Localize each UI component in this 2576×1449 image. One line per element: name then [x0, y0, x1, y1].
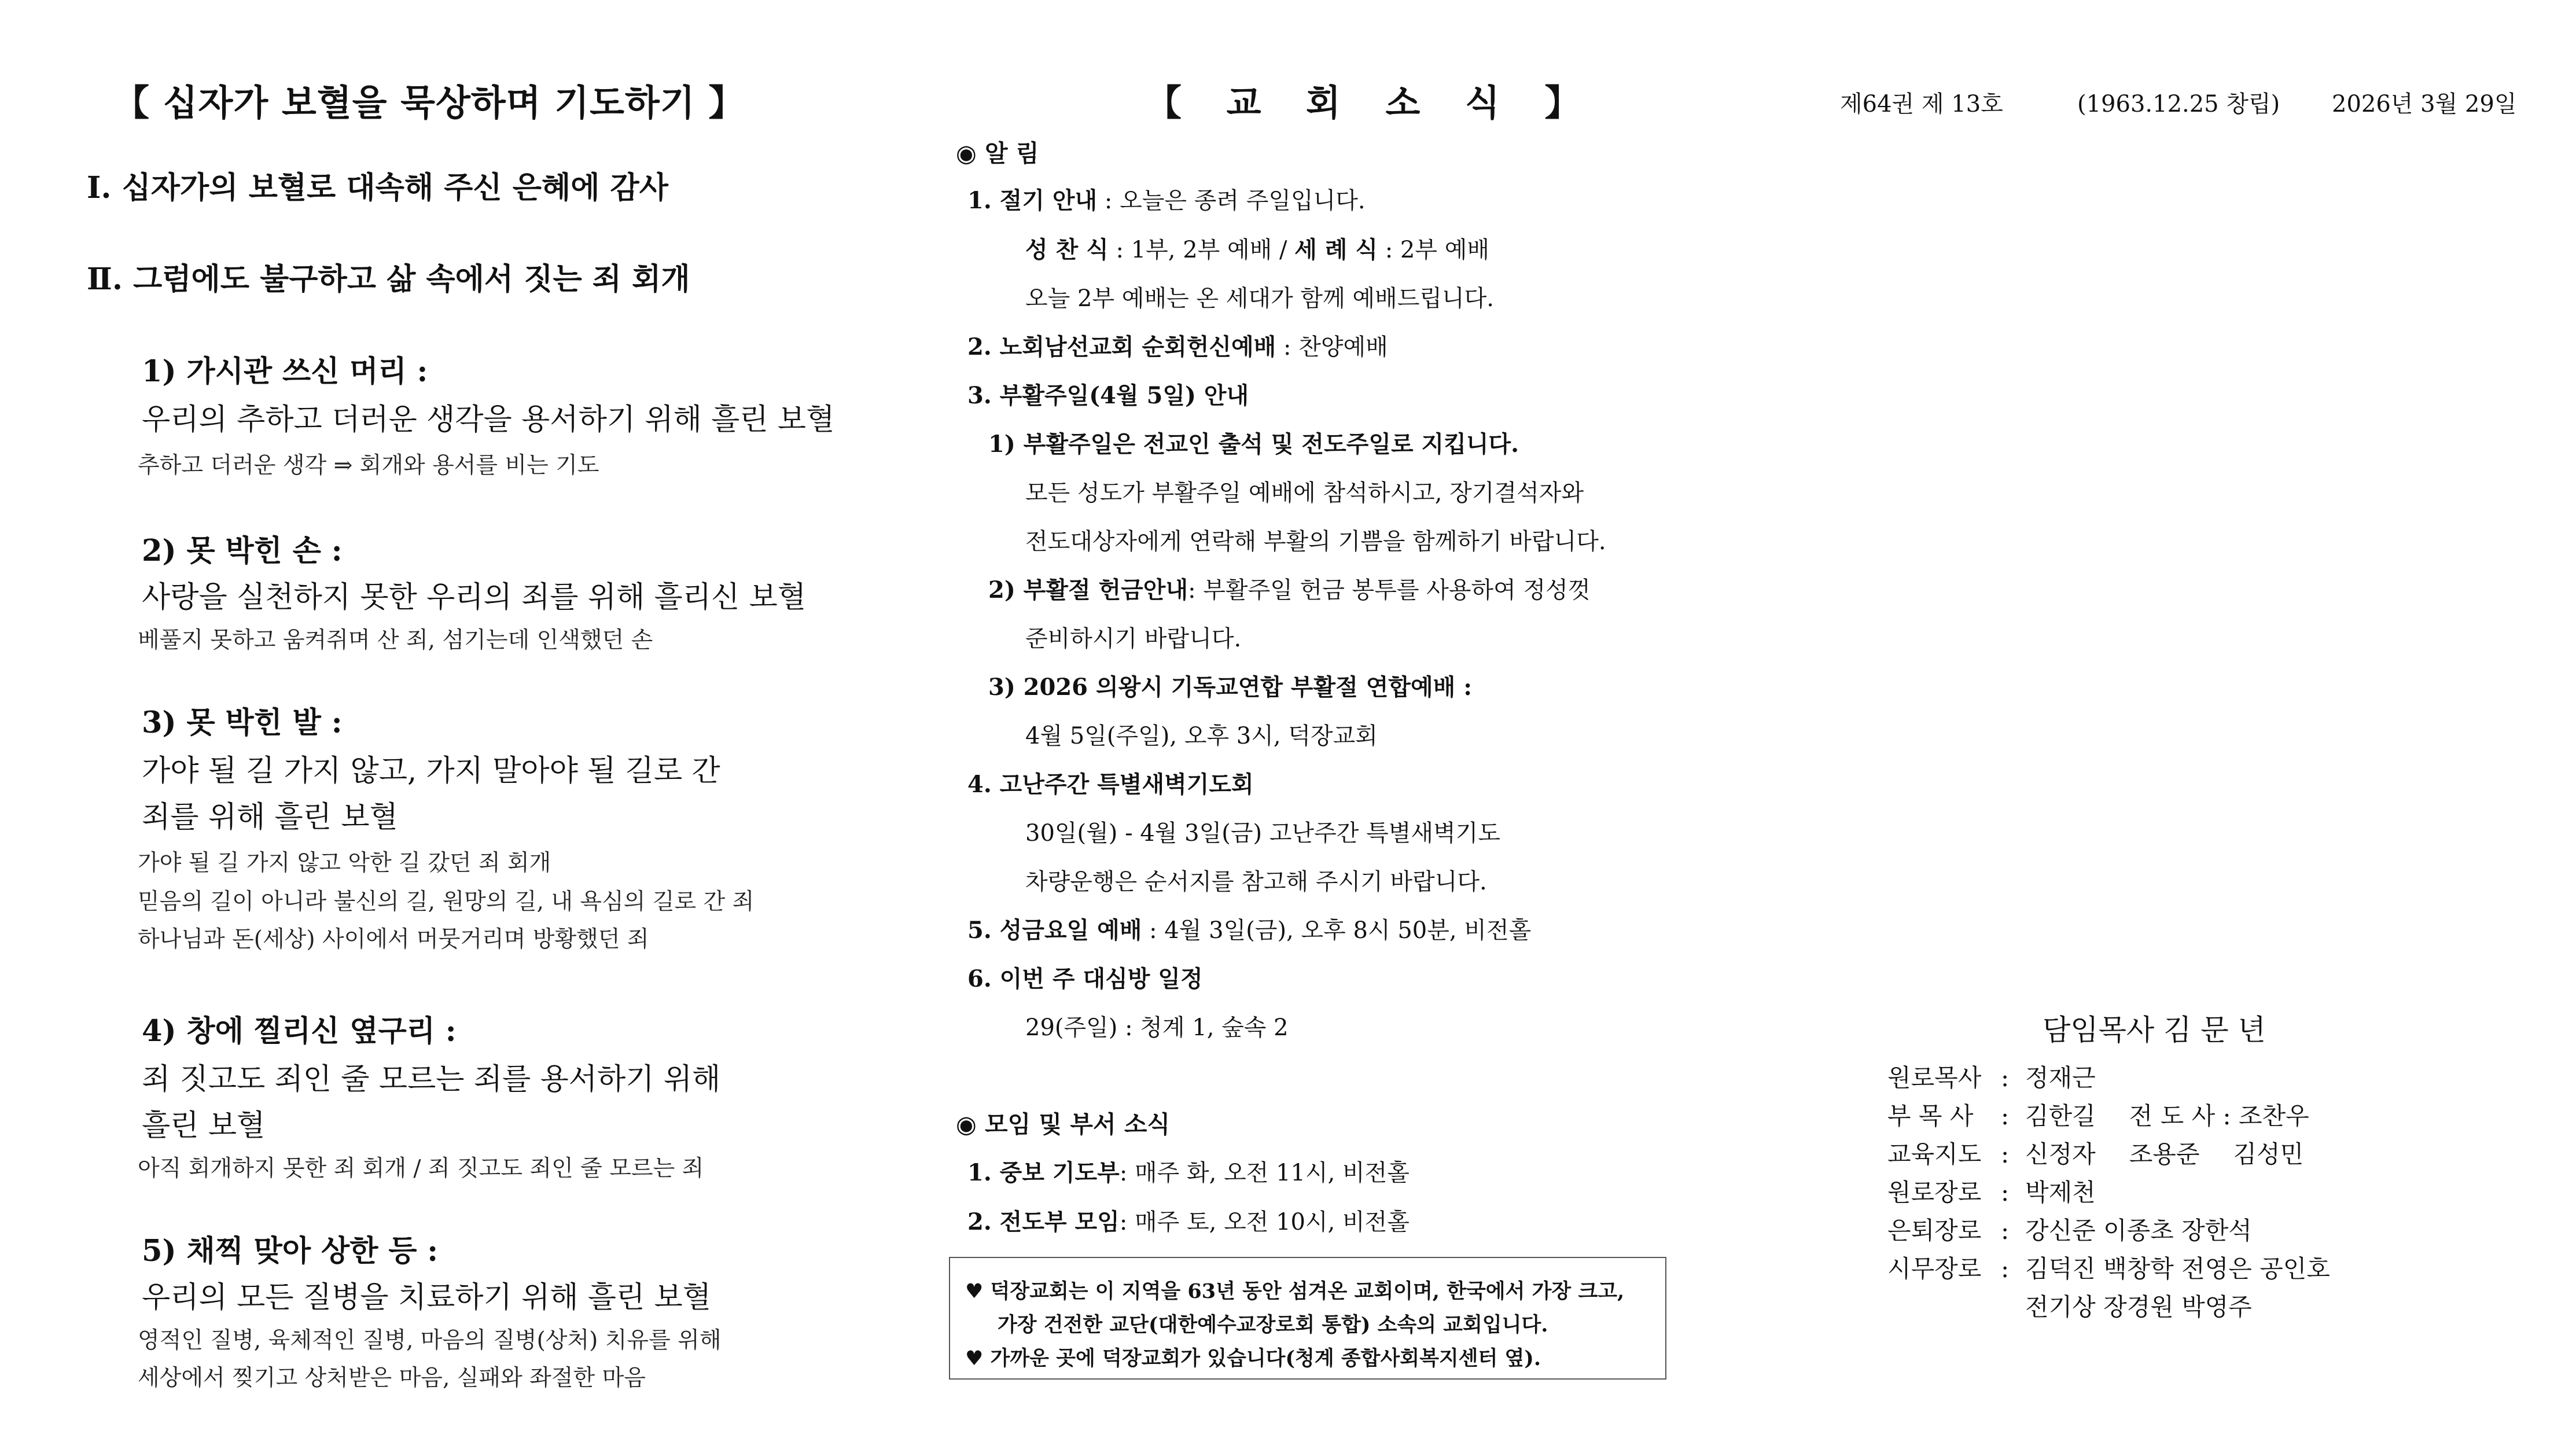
church-info-box: [949, 1257, 1666, 1380]
notice-3-3a: 4월 5일(주일), 오후 3시, 덕장교회: [1025, 723, 1378, 749]
item-heading: 1) 가시관 쓰신 머리 :: [142, 354, 428, 389]
staff-name: 신정자: [2025, 1140, 2096, 1168]
item-sub: 추하고 더러운 생각 ⇒ 회개와 용서를 비는 기도: [138, 453, 599, 479]
item-line: 가야 될 길 가지 않고, 가지 말아야 될 길로 간: [142, 754, 720, 788]
staff-row: 원로장로 : 박제천: [1887, 1174, 2129, 1208]
notice-1-sub1: [1025, 231, 1489, 264]
notice-3-2a: 준비하시기 바랍니다.: [1025, 626, 1242, 652]
notice-header: ◉ 알 림: [956, 139, 1039, 167]
notice-6-label: 6. 이번 주 대심방 일정: [967, 965, 1203, 992]
item-heading: 3) 못 박힌 발 :: [142, 705, 343, 740]
staff-name: 강신준 이종초 장한석: [2025, 1216, 2252, 1245]
meeting-1: [967, 1154, 1410, 1187]
notice-2: [967, 329, 1388, 362]
notice-3-label: 3. 부활주일(4월 5일) 안내: [967, 382, 1249, 409]
item-line: 사랑을 실천하지 못한 우리의 죄를 위해 흘리신 보혈: [142, 580, 807, 615]
notice-5: [967, 912, 1531, 945]
notice-5-text: : 4월 3일(금), 오후 8시 50분, 비전홀: [1142, 917, 1532, 944]
notice-2-text: : 찬양예배: [1276, 334, 1388, 361]
notice-6a: 29(주일) : 청계 1, 숲속 2: [1025, 1014, 1289, 1041]
item-line: 우리의 추하고 더러운 생각을 용서하기 위해 흘린 보혈: [142, 403, 835, 437]
notice-4a: 30일(월) - 4월 3일(금) 고난주간 특별새벽기도: [1025, 820, 1500, 847]
notice-2-label: 2. 노회남선교회 순회헌신예배: [967, 333, 1276, 361]
item-sub: 하나님과 돈(세상) 사이에서 머뭇거리며 방황했던 죄: [138, 926, 649, 952]
item-sub: 세상에서 찢기고 상처받은 마음, 실패와 좌절한 마음: [138, 1365, 646, 1391]
item-line: 죄를 위해 흘린 보혈: [142, 800, 398, 834]
notice-1: [967, 182, 1366, 215]
notice-3-2-text: : 부활주일 헌금 봉투를 사용하여 정성껏: [1188, 577, 1591, 604]
section-heading-2: Ⅱ. 그럼에도 불구하고 삶 속에서 짓는 죄 회개: [87, 262, 690, 297]
staff-row: 원로목사 : 정재근: [1887, 1059, 2129, 1094]
info-box-line: ♥ 가까운 곳에 덕장교회가 있습니다(청계 종합사회복지센터 옆).: [965, 1347, 1541, 1370]
item-sub: 가야 될 길 가지 않고 악한 길 갔던 죄 회개: [138, 850, 551, 876]
item-heading: 2) 못 박힌 손 :: [142, 534, 343, 568]
staff-label: 은퇴장로: [1887, 1216, 1982, 1245]
notice-3-2: [988, 572, 1590, 605]
staff-label: 부 목 사: [1887, 1102, 1974, 1130]
staff-row: 부 목 사 : 김한길 전 도 사 : 조찬우: [1887, 1097, 2343, 1132]
notice-1-label: 1. 절기 안내: [967, 187, 1098, 214]
meeting-2: [967, 1204, 1410, 1237]
notice-4-label: 4. 고난주간 특별새벽기도회: [967, 771, 1254, 798]
volume-number: 제64권 제 13호: [1840, 91, 2003, 117]
issue-date: 2026년 3월 29일: [2332, 91, 2517, 117]
notice-3-1: 1) 부활주일은 전교인 출석 및 전도주일로 지킵니다.: [988, 431, 1519, 458]
staff-label: 교육지도: [1887, 1140, 1982, 1168]
communion-text: : 1부, 2부 예배 /: [1108, 237, 1295, 263]
meeting-1-text: : 매주 화, 오전 11시, 비전홀: [1119, 1160, 1410, 1186]
notice-3-1a: 모든 성도가 부활주일 예배에 참석하시고, 장기결석자와: [1025, 480, 1584, 506]
notice-1-text: : 오늘은 종려 주일입니다.: [1097, 187, 1366, 214]
notice-3-1b: 전도대상자에게 연락해 부활의 기쁨을 함께하기 바랍니다.: [1025, 528, 1606, 555]
staff-name: 조용준: [2129, 1140, 2200, 1168]
baptism-text: : 2부 예배: [1377, 237, 1489, 263]
item-heading: 5) 채찍 맞아 상한 등 :: [142, 1234, 439, 1268]
staff-name: 전기상 장경원 박영주: [2025, 1293, 2252, 1321]
meeting-2-text: : 매주 토, 오전 10시, 비전홀: [1119, 1209, 1410, 1235]
notice-3-3: 3) 2026 의왕시 기독교연합 부활절 연합예배 :: [988, 674, 1473, 701]
staff-name: 김덕진 백창학 전영은 공인호: [2025, 1255, 2330, 1283]
staff-row: 은퇴장로 : 강신준 이종초 장한석: [1887, 1212, 2286, 1246]
notice-5-label: 5. 성금요일 예배: [967, 917, 1142, 944]
staff-label: 시무장로: [1887, 1255, 1982, 1283]
staff-name: 김성민: [2233, 1140, 2304, 1168]
notice-3-2-label: 2) 부활절 헌금안내: [988, 576, 1188, 604]
staff-name: 박제천: [2025, 1178, 2096, 1207]
notice-4b: 차량운행은 순서지를 참고해 주시기 바랍니다.: [1025, 869, 1487, 895]
staff-row: 교육지도 : 신정자 조용준 김성민: [1887, 1135, 2337, 1170]
info-box-line: ♥ 덕장교회는 이 지역을 63년 동안 섬겨온 교회이며, 한국에서 가장 크고,: [965, 1279, 1625, 1303]
founding-date: (1963.12.25 창립): [2077, 91, 2280, 117]
item-heading: 4) 창에 찔리신 옆구리 :: [142, 1014, 457, 1049]
section-heading-1: Ⅰ. 십자가의 보혈로 대속해 주신 은혜에 감사: [87, 170, 668, 205]
staff-row: [1887, 1288, 2286, 1323]
item-sub: 믿음의 길이 아니라 불신의 길, 원망의 길, 내 욕심의 길로 간 죄: [138, 889, 755, 915]
item-line: 우리의 모든 질병을 치료하기 위해 흘린 보혈: [142, 1281, 712, 1315]
senior-pastor: 담임목사 김 문 년: [2043, 1013, 2266, 1047]
communion-label: 성 찬 식: [1025, 236, 1109, 263]
item-line: 죄 짓고도 죄인 줄 모르는 죄를 용서하기 위해: [142, 1062, 721, 1097]
info-box-line: 가장 건전한 교단(대한예수교장로회 통합) 소속의 교회입니다.: [998, 1313, 1548, 1337]
item-sub: 아직 회개하지 못한 죄 회개 / 죄 짓고도 죄인 줄 모르는 죄: [138, 1156, 704, 1182]
staff-row: 시무장로 : 김덕진 백창학 전영은 공인호: [1887, 1250, 2364, 1285]
meeting-2-label: 2. 전도부 모임: [967, 1208, 1120, 1235]
item-line: 흘린 보혈: [142, 1109, 266, 1143]
item-sub: 영적인 질병, 육체적인 질병, 마음의 질병(상처) 치유를 위해: [138, 1327, 722, 1354]
news-title: 【 교 회 소 식 】: [1146, 82, 1597, 124]
baptism-label: 세 례 식: [1294, 236, 1378, 263]
staff-name: 김한길: [2025, 1102, 2096, 1130]
prayer-title: 【 십자가 보혈을 묵상하며 기도하기 】: [113, 82, 745, 124]
staff-label: 원로목사: [1887, 1064, 1982, 1092]
notice-1-sub2: 오늘 2부 예배는 온 세대가 함께 예배드립니다.: [1025, 285, 1494, 312]
item-sub: 베풀지 못하고 움켜쥐며 산 죄, 섬기는데 인색했던 손: [138, 627, 653, 653]
staff-label: 원로장로: [1887, 1178, 1982, 1207]
staff-name: 전 도 사 : 조찬우: [2129, 1102, 2309, 1130]
meeting-1-label: 1. 중보 기도부: [967, 1159, 1120, 1186]
meeting-header: ◉ 모임 및 부서 소식: [956, 1110, 1171, 1138]
staff-name: 정재근: [2025, 1064, 2096, 1092]
